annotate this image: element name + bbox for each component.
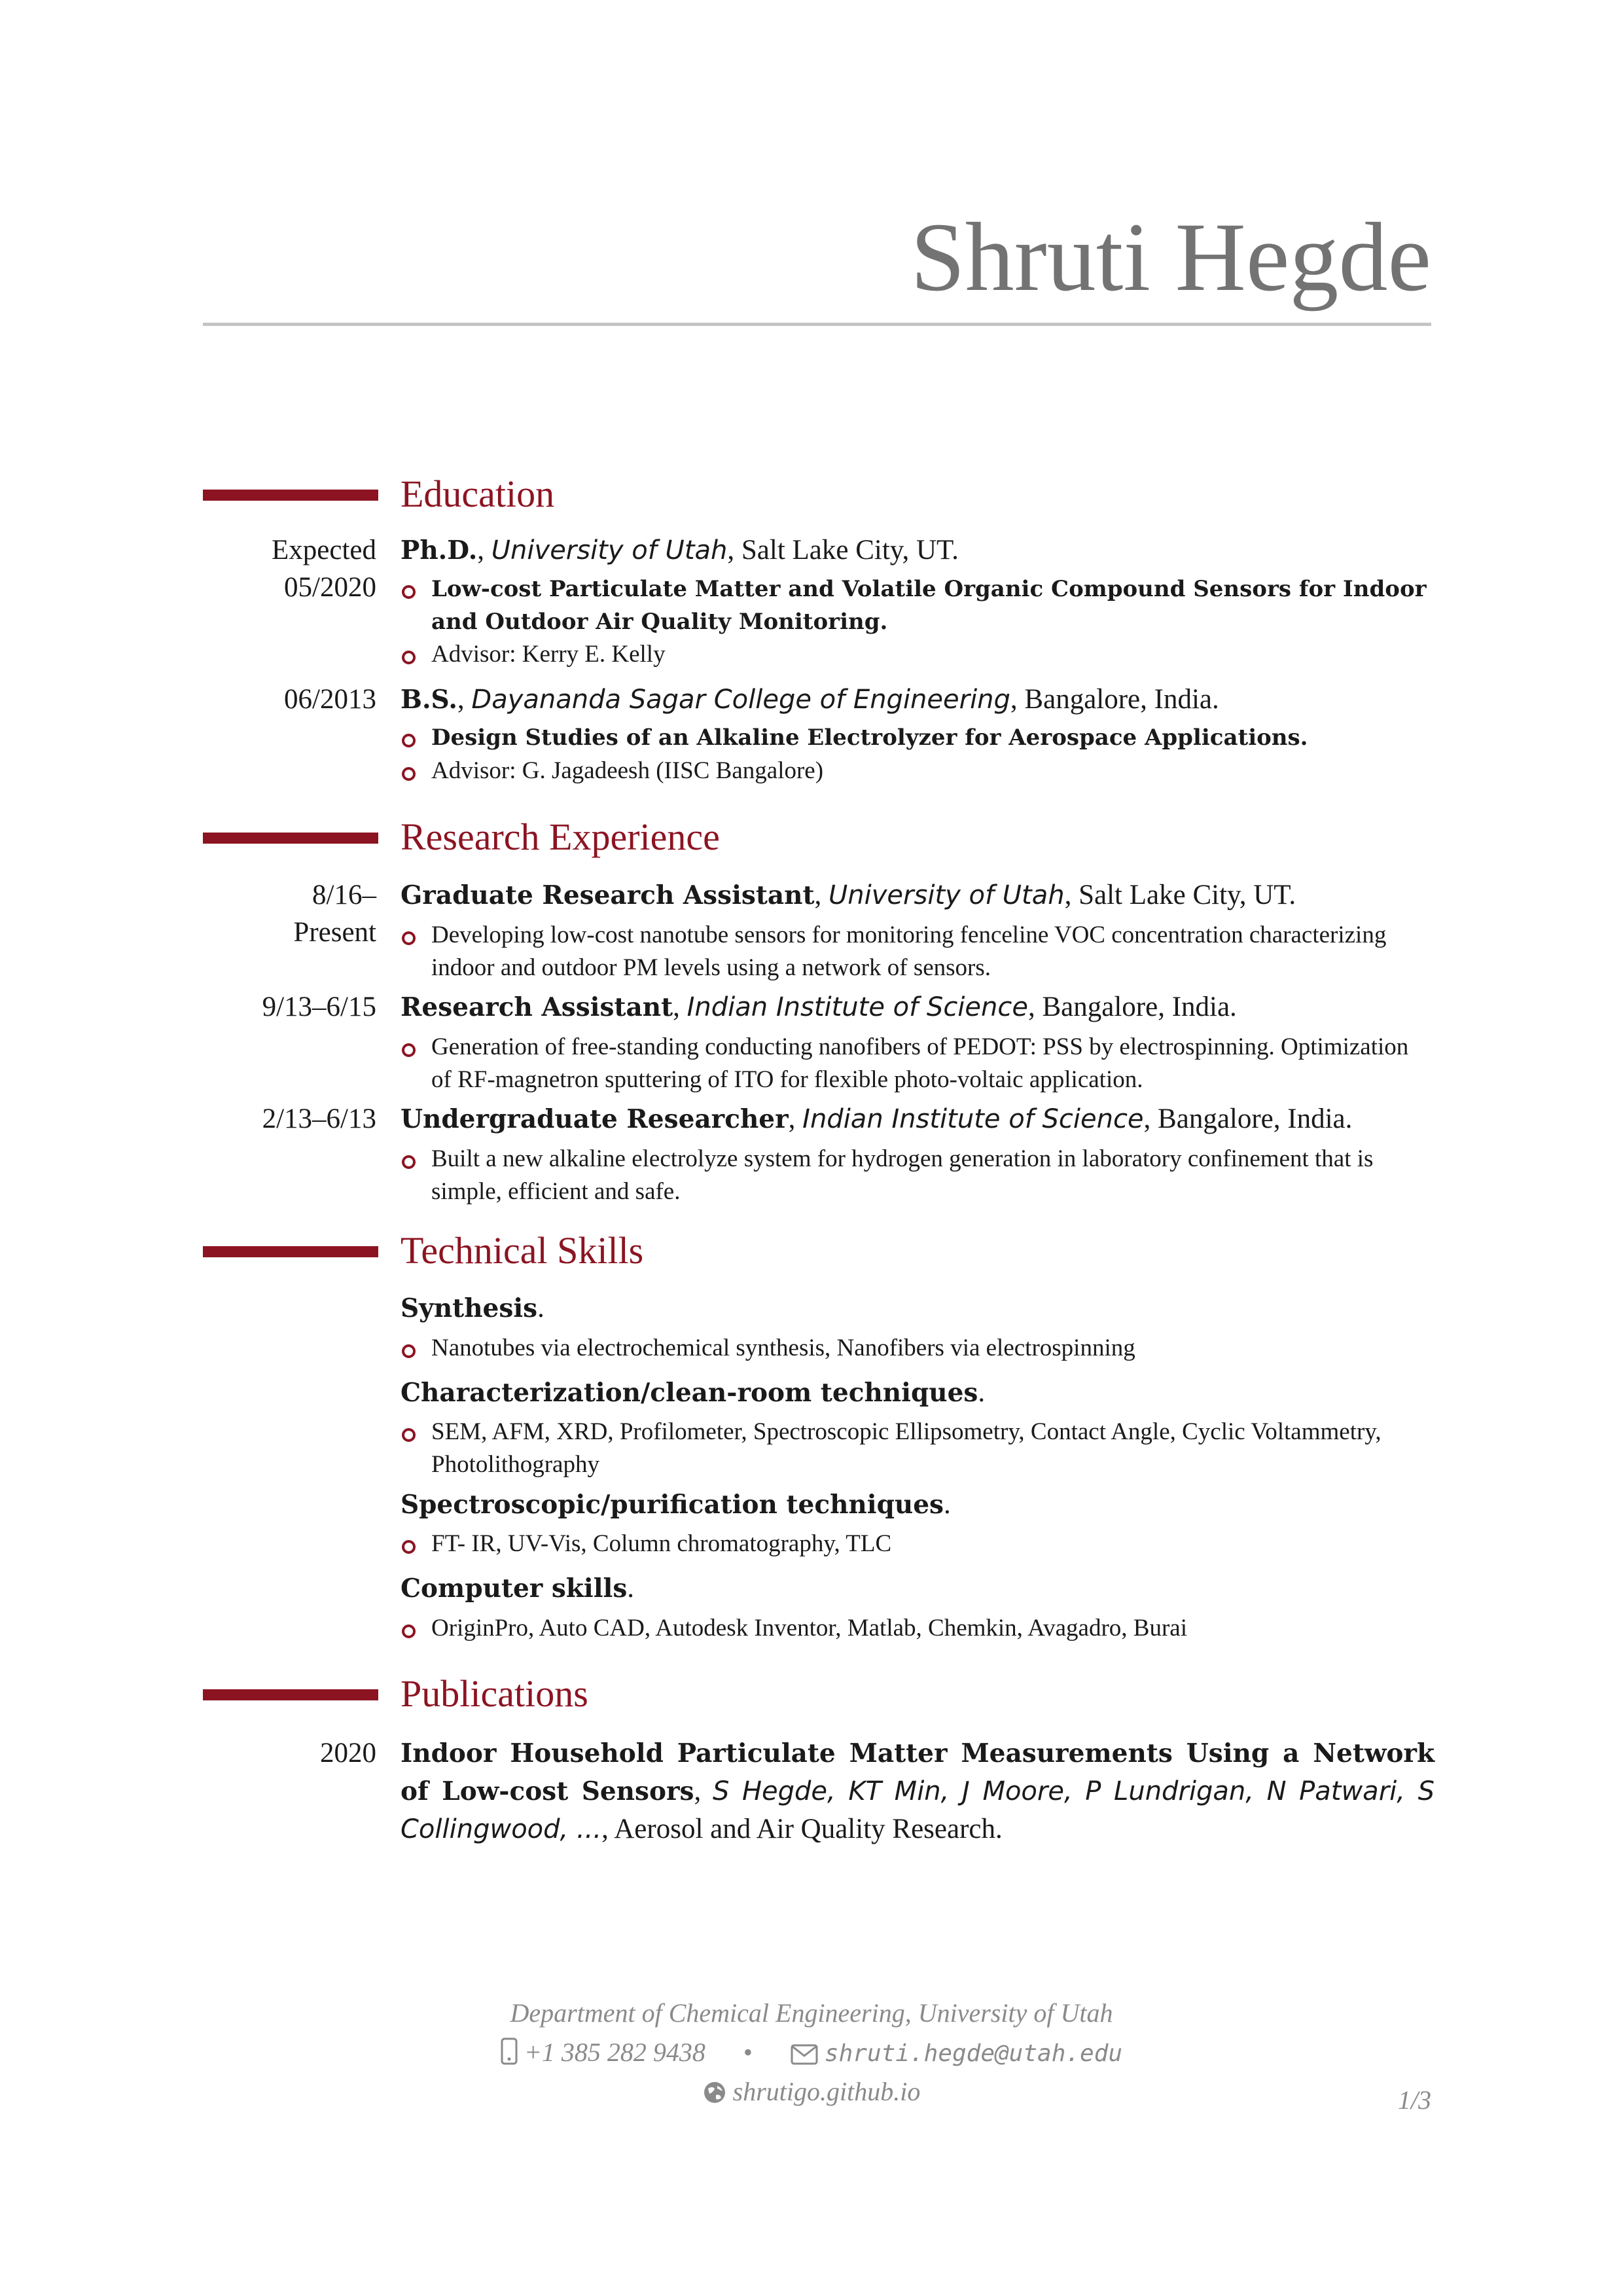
section-bar-education [203,490,378,501]
research-description: Generation of free-standing conducting nanofibers of PEDOT: PSS by electrospinning. Optimization of RF-magnetron sputtering of ITO for flexible photo-voltaic application. [431,1033,1409,1093]
skill-items: OriginPro, Auto CAD, Autodesk Inventor, Matlab, Chemkin, Avagadro, Burai [431,1615,1187,1641]
skill-items: Nanotubes via electrochemical synthesis, Nanofibers via electrospinning [431,1335,1135,1361]
education-entry-heading: B.S., Dayananda Sagar College of Engineering, Bangalore, India. [401,684,1219,715]
section-bar-skills [203,1246,378,1257]
entry-date: 8/16– [312,880,376,910]
bullet-circle-icon [402,1043,416,1057]
thesis-title: Low-cost Particulate Matter and Volatile Organic Compound Sensors for Indoor and Outdoor Air Quality Monitoring. [431,576,1427,635]
skill-category: Synthesis. [401,1293,544,1323]
skill-items: SEM, AFM, XRD, Profilometer, Spectroscopic Ellipsometry, Contact Angle, Cyclic Voltammetry, Photolithography [431,1418,1382,1478]
research-description: Developing low-cost nanotube sensors for monitoring fenceline VOC concentration characterizing indoor and outdoor PM levels using a network of sensors. [431,922,1387,981]
entry-date: 9/13–6/15 [262,992,376,1022]
bullet-circle-icon [402,1428,416,1442]
section-bar-research [203,833,378,844]
location: Salt Lake City, UT. [1079,880,1296,910]
institution: Indian Institute of Science [802,1104,1144,1134]
bullet-circle-icon [402,1540,416,1554]
thesis-title: Design Studies of an Alkaline Electrolyzer for Aerospace Applications. [431,725,1308,751]
institution: Indian Institute of Science [687,992,1028,1022]
institution: University of Utah [829,880,1065,910]
advisor: Advisor: Kerry E. Kelly [431,641,666,668]
publication-authors: S Hegde, KT Min, J Moore, P Lundrigan, N Patwari, S Collingwood, ... [401,1776,1435,1844]
publication-year: 2020 [320,1738,376,1768]
entry-date: 05/2020 [284,572,376,603]
location: Bangalore, India. [1042,992,1237,1022]
section-bar-publications [203,1689,378,1700]
publication-entry: Indoor Household Particulate Matter Measurements Using a Network of Low-cost Sensors, S Hegde, KT Min, J Moore, P Lundrigan, N Patwari, S Collingwood, ..., Aerosol and Air Quality Research. [401,1738,1435,1844]
bullet-circle-icon [402,651,416,664]
section-title-publications: Publications [401,1672,588,1715]
role: Graduate Research Assistant [401,880,815,910]
institution: University of Utah [491,535,728,565]
phone-number[interactable]: +1 385 282 9438 [524,2037,705,2067]
bullet-circle-icon [402,734,416,747]
bullet-circle-icon [402,585,416,599]
section-title-skills: Technical Skills [401,1229,644,1272]
publication-title: Indoor Household Particulate Matter Measurements Using a Network of Low-cost Sensors [401,1738,1435,1806]
header-rule [203,323,1431,326]
bullet-circle-icon [402,1155,416,1169]
degree: B.S. [401,685,457,715]
research-entry-heading: Graduate Research Assistant, University of Utah, Salt Lake City, UT. [401,880,1296,910]
research-entry-heading: Undergraduate Researcher, Indian Institute of Science, Bangalore, India. [401,1103,1353,1134]
skill-title: Spectroscopic/purification techniques [401,1490,944,1520]
skill-items: FT- IR, UV-Vis, Column chromatography, TLC [431,1530,892,1557]
skill-category: Spectroscopic/purification techniques. [401,1489,951,1520]
section-title-research: Research Experience [401,816,720,858]
bullet-circle-icon [402,931,416,945]
footer-website [0,2076,1623,2111]
skill-category: Characterization/clean-room techniques. [401,1377,986,1408]
location: Bangalore, India. [1024,684,1219,715]
footer-contact [0,2037,1623,2072]
entry-date: Present [293,917,376,948]
globe-icon [703,2080,726,2111]
bullet-circle-icon [402,1624,416,1638]
entry-date: 2/13–6/13 [262,1103,376,1134]
degree: Ph.D. [401,535,478,565]
section-title-education: Education [401,473,555,515]
institution: Dayananda Sagar College of Engineering [471,685,1010,715]
location: Salt Lake City, UT. [741,535,959,565]
location: Bangalore, India. [1158,1103,1353,1134]
education-entry-heading: Ph.D., University of Utah, Salt Lake City, UT. [401,535,959,565]
bullet-circle-icon [402,1344,416,1358]
mobile-phone-icon [501,2037,518,2072]
bullet-circle-icon [402,767,416,781]
role: Research Assistant [401,992,673,1022]
research-description: Built a new alkaline electrolyze system for hydrogen generation in laboratory confinement that is simple, efficient and safe. [431,1145,1374,1205]
website-link[interactable]: shrutigo.github.io [732,2077,921,2106]
cv-name: Shruti Hegde [910,203,1431,312]
page-number: 1/3 [1397,2085,1431,2115]
envelope-icon [791,2041,818,2072]
separator-dot: • [743,2037,753,2067]
research-entry-heading: Research Assistant, Indian Institute of Science, Bangalore, India. [401,992,1237,1022]
footer-department: Department of Chemical Engineering, University of Utah [510,1998,1113,2028]
publication-venue: Aerosol and Air Quality Research. [614,1814,1003,1844]
advisor: Advisor: G. Jagadeesh (IISC Bangalore) [431,757,824,784]
entry-date: Expected [272,535,376,565]
skill-category: Computer skills. [401,1573,635,1604]
entry-date: 06/2013 [284,684,376,715]
role: Undergraduate Researcher [401,1104,789,1134]
skill-title: Characterization/clean-room techniques [401,1378,978,1408]
skill-title: Computer skills [401,1573,628,1604]
email-link[interactable]: shruti.hegde@utah.edu [824,2040,1123,2067]
skill-title: Synthesis [401,1293,538,1323]
